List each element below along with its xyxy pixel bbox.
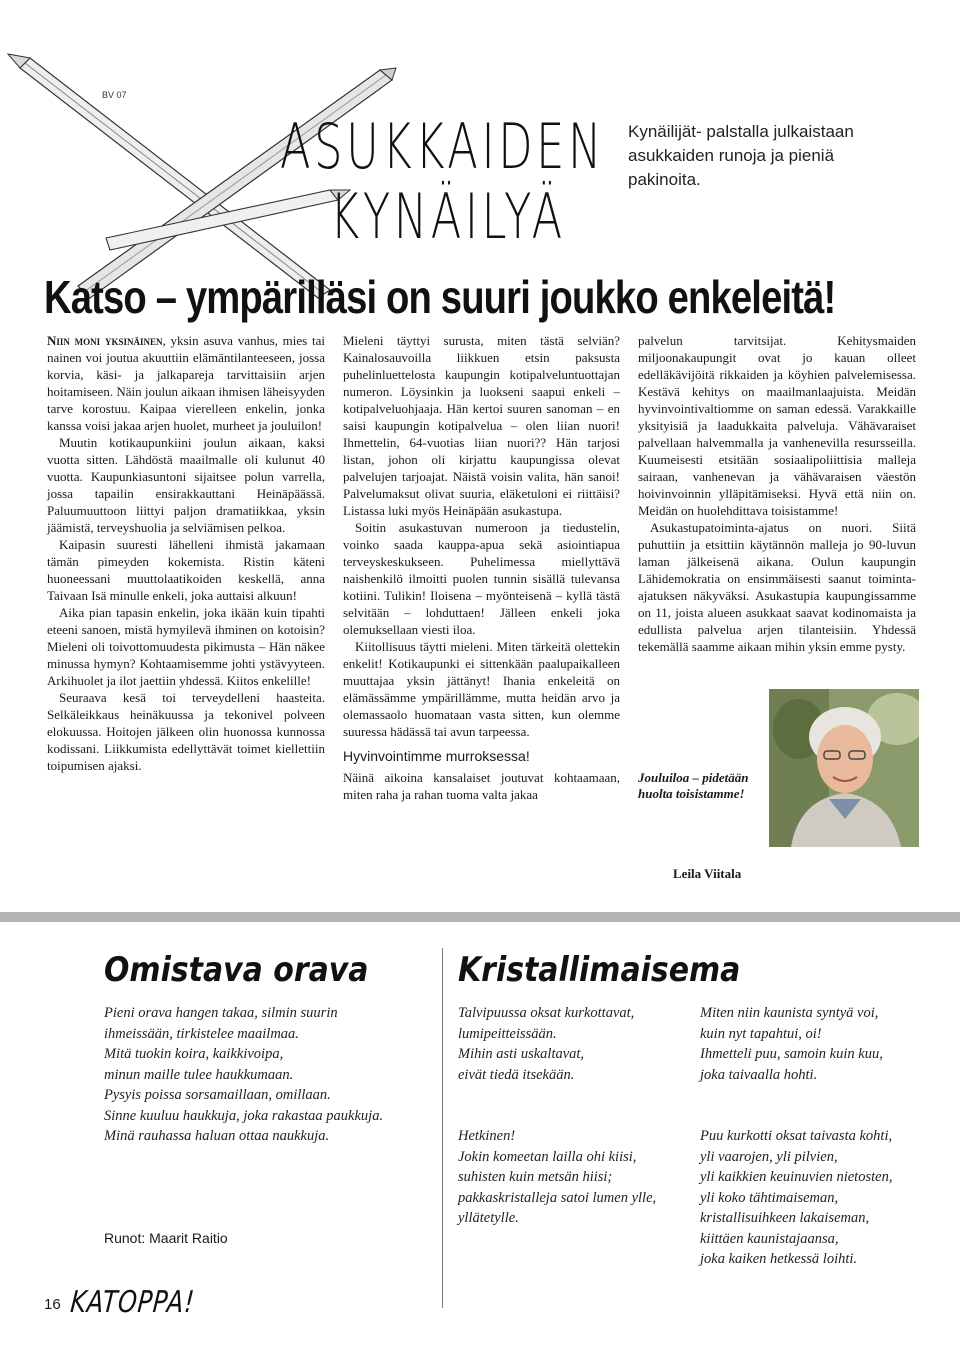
article-headline: Katso – ympärilläsi on suuri joukko enkeleitä! — [44, 271, 836, 323]
poem-line: Pysyis poissa sorsamaillaan, omillaan. — [104, 1087, 331, 1103]
section-title-line2: KYNÄILYÄ — [330, 180, 566, 253]
paragraph: Kiitollisuus täytti mieleni. Miten tärkeitä olettekin enkelit! Kotikaupunki ei sittenkään paalupaikalleen muuttajaa yksin jättänyt! Ihania enkeleitä on elämässämme ympärillämme, mutta heidän arvo ja olemassaolo huomataan vasta sitten, kun olemme suuressa hädässä tai avun tarpeessa. — [343, 639, 620, 739]
poem-line: joka taivaalla hohti. — [700, 1066, 818, 1083]
illustrator-initials: BV 07 — [102, 90, 127, 100]
poem-line: ihmeissään, tirkistelee maailmaa. — [104, 1025, 299, 1042]
paragraph: Mieleni täyttyi surusta, miten tästä selviän? Kainalosauvoilla liikkuen etsin paksusta puhelinluettelosta kaupungin kotipalveluntuottajan numeron. Löysinkin ja luokseni saapui enkeli – kotipalveluohjaaja. Hän kertoi suuren sanoman – en saisi kaupungin kotipalvelua – olen liian nuori! Ihmettelin, 64-vuotias liian nuori?? Hän tarjosi listan, johon oli kirjattu kaupungissa olevat palvelujen tarjoajat. Näistä voisin valita, hän sanoi! Palvelumaksut olivat suuria, eläketuloni ei riittäisi? Listassa luki myös Heinäpään asukastupa. — [343, 333, 620, 518]
poem-line: yli koko tähtimaiseman, — [700, 1189, 839, 1206]
poem-line: Minä rauhassa haluan ottaa naukkuja. — [104, 1128, 330, 1144]
section-intro: Kynäilijät- palstalla julkaistaan asukkaiden runoja ja pieniä pakinoita. — [628, 122, 854, 189]
poem-line: Talvipuussa oksat kurkottavat, — [458, 1005, 635, 1021]
poem-title: Omistava orava — [104, 950, 369, 990]
poem-line: Pieni orava hangen takaa, silmin suurin — [104, 1005, 338, 1021]
poems-credit: Runot: Maarit Raitio — [104, 1230, 228, 1246]
photo-caption: Jouluiloa – pidetään huolta toisistamme! — [638, 770, 749, 801]
paragraph: Aika pian tapasin enkelin, joka ikään kuin tipahti eteeni sanoen, mistä hymyilevä ihminen on kotoisin? Mieleni oli toivottomuudesta pikimusta – Hän näkee minussa hymyn? Kohtaamisemme johti ystävyyteen. Arkihuolet ja ilot jaettiin yhdessä. Kiitos enkelille! — [47, 605, 325, 688]
poem-title: Kristallimaisema — [458, 950, 741, 990]
poem-line: minun maille tulee haukkumaan. — [104, 1066, 294, 1083]
poem-line: Ihmetteli puu, samoin kuin kuu, — [700, 1046, 883, 1062]
poem-line: Hetkinen! — [458, 1128, 516, 1144]
paragraph: Kaipasin suuresti lähelleni ihmistä jakamaan tämän pimeyden kokemista. Ristin käteni huoneessani muuttolaatikoiden keskellä, anna Taivaan Isä minulle enkeli, joka auttaisi alkuun! — [47, 537, 325, 603]
poem-line: Mihin asti uskaltavat, — [458, 1046, 585, 1062]
poem-body — [104, 1003, 383, 1147]
section-title-line1: ASUKKAIDEN — [280, 110, 605, 183]
paragraph: palvelun tarvitsijat. Kehitysmaiden miljoonakaupungit ovat jo kauan olleet edelläkävijöitä rikkaiden ja köyhien palvelemisessa. Kestävä kehitys on maailmanlaajuista. Meidän hyvinvointivaltiomme on saman edessä. Varakkaille yksityisiä ja laadukkaita palveluja. Vähävaraiset palvellaan halvemmalla ja vanhenevilla resursseilla. Kuumeisesti etsitään sosiaalipoliittisia malleja sairaan, vanhenevan ja vähävaraisen väestön hoivinvoinnin ylläpitämiseksi. Hyvä että niin on. Meidän on huolehdittava toisistamme! — [638, 333, 916, 518]
paragraph: Seuraava kesä toi terveydelleni haasteita. Selkäleikkaus heinäkuussa ja tekonivel polveen elokuussa. Hoitojen jälkeen olin huonossa kunnossa kodissani. Liikkumista edellyttävät toimet kiellettiin toipumisen ajaksi. — [47, 690, 325, 773]
magazine-logo: KATOPPA! — [69, 1285, 197, 1320]
poem-line: kristallisuihkeen lakaiseman, — [700, 1210, 870, 1226]
section-divider — [0, 912, 960, 922]
paragraph: Niin moni yksinäinen, yksin asuva vanhus, mies tai nainen voi joutua akuuttiin elämäntilanteeseen, jossa korvia, käsi- ja jalkapareja tarvittaisiin arjen hoitamiseen. Näin joulun aikaan ihmisen läheisyyden tarve korostuu. Kaipaa vierelleen enkelin, jonka kanssa voisi jakaa arjen huolet, murheet ja jouluilon! — [47, 333, 325, 433]
poem-line: yli kaikkien keuinuvien nietosten, — [700, 1169, 893, 1185]
poem-line: Miten niin kaunista syntyä voi, — [700, 1005, 879, 1021]
poem-divider — [442, 948, 443, 1308]
poem-body-right — [700, 1003, 892, 1270]
lead-caps: Niin moni yksinäinen — [47, 333, 163, 348]
subheading: Hyvinvointimme murroksessa! — [343, 748, 530, 764]
poem-line: yli vaarojen, yli pilvien, — [700, 1148, 838, 1165]
page-number: 16 — [44, 1296, 61, 1313]
poem-line: Puu kurkotti oksat taivasta kohti, — [700, 1128, 893, 1144]
poem-line: joka kaiken hetkessä loihti. — [700, 1251, 858, 1267]
poem-line: Jokin komeetan lailla ohi kiisi, — [458, 1148, 637, 1165]
paragraph: Näinä aikoina kansalaiset joutuvat kohtaamaan, miten raha ja rahan tuoma valta jakaa — [343, 770, 620, 802]
poem-line: kuin nyt tapahtui, oi! — [700, 1025, 822, 1042]
paragraph: Muutin kotikaupunkiini joulun aikaan, kaksi vuotta sitten. Lähdöstä maailmalle oli kulunut 40 vuotta. Kaupunkiasuntoni sijaitsee polun varrella, jossa tapailin ensirakkauttani Heinäpäässä. Paluumuuttoon liittyi paljon dramatiikkaa, yksin jäämistä, terveyshuolia ja selviämisen pelkoa. — [47, 435, 325, 535]
poem-line: Mitä tuokin koira, kaikkivoipa, — [104, 1046, 284, 1062]
poem-body-left — [458, 1003, 656, 1229]
poem-line: lumipeitteissään. — [458, 1025, 557, 1042]
article-column-3 — [638, 332, 916, 655]
poem-line: eivät tiedä itsekään. — [458, 1066, 575, 1083]
poem-line: kiittäen kaunistajaansa, — [700, 1230, 839, 1247]
poem-line: suhisten kuin metsän hiisi; — [458, 1169, 613, 1185]
author-photo — [769, 689, 919, 847]
paragraph: Soitin asukastuvan numeroon ja tiedustelin, voinko saada kauppa-apua sekä asiointiapua terveyskeskukseen. Puhelimessa miellyttävä naishenkilö ilmoitti puolen tunnin sisällä tulevansa kotiini. Tulikin! Iloisena – myönteisenä – kyllä tästä selvitään – lohduttaen! Jälleen enkeli joka olemuksellaan viesti iloa. — [343, 520, 620, 637]
paragraph: Asukastupatoiminta-ajatus on nuori. Siitä puhuttiin ja etsittiin käytännön malleja jo 90-luvun laman jälkeisenä aikana. Oulun kaupungin Lähidemokratia on ensimmäisesti saanut toiminta-ajatuksen näkyväksi. Asukastupia kaupungissamme on 11, joista alueen asukkaat saavat kodinomaista ja edullista palvelua arjen tilanteisiin. Yhdessä tekemällä saamme aikaan mihin yksin emme pysty. — [638, 520, 916, 654]
article-author: Leila Viitala — [673, 866, 742, 881]
poem-line: yllätetylle. — [458, 1210, 519, 1226]
article-column-2 — [343, 332, 620, 803]
poem-line: Sinne kuuluu haukkuja, joka rakastaa paukkuja. — [104, 1107, 384, 1124]
article-column-1 — [47, 332, 325, 774]
poem-line: pakkaskristalleja satoi lumen ylle, — [458, 1189, 657, 1206]
